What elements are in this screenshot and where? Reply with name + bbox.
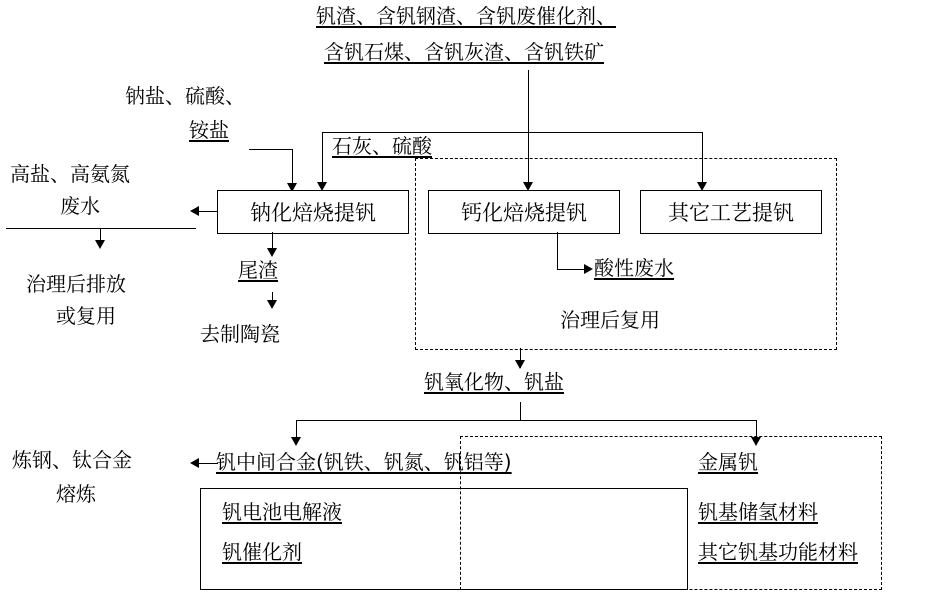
- tailings-use-label: 去制陶瓷: [200, 322, 280, 346]
- arrow-to-acid-waste: [584, 264, 593, 274]
- process-calcium-roasting-label: 钙化焙烧提钒: [461, 201, 587, 225]
- product-alloy-label: 钒中间合金(钒铁、钒氮、钒铝等): [216, 450, 512, 474]
- product-other-functional-label: 其它钒基功能材料: [698, 540, 858, 564]
- wastewater-line2: 废水: [60, 194, 100, 218]
- acid-waste-treated-label: 治理后复用: [560, 308, 660, 332]
- arrow-sodium-to-wastewater: [190, 206, 199, 216]
- connector-feedstock-down: [528, 70, 529, 132]
- arrow-to-intermediate: [515, 360, 525, 369]
- feedstock-line1: 钒渣、含钒钢渣、含钒废催化剂、: [316, 4, 616, 28]
- treated-discharge-line1: 治理后排放: [26, 272, 126, 296]
- wastewater-line1: 高盐、高氨氮: [10, 162, 130, 186]
- steelmaking-line1: 炼钢、钛合金: [12, 448, 132, 472]
- arrow-to-alloy: [291, 437, 301, 446]
- feedstock-line2: 含钒石煤、含钒灰渣、含钒铁矿: [324, 40, 604, 64]
- connector-calcium-down: [557, 232, 558, 269]
- arrow-tailings-to-ceramics: [267, 300, 277, 309]
- process-calcium-roasting[interactable]: [428, 190, 620, 234]
- steelmaking-line2: 熔炼: [56, 482, 96, 506]
- reagent-salts-line2: 铵盐: [189, 118, 229, 142]
- connector-sodium-to-wastewater: [196, 211, 217, 212]
- wastewater-underline: [6, 228, 196, 229]
- connector-products-bus: [296, 420, 756, 421]
- product-electrolyte-label: 钒电池电解液: [222, 500, 342, 524]
- acid-waste-label: 酸性废水: [594, 256, 674, 280]
- connector-distribution-bus: [322, 132, 702, 133]
- arrow-wastewater-treated: [95, 240, 105, 249]
- arrow-alloy-to-steel: [190, 458, 199, 468]
- process-sodium-roasting[interactable]: [217, 190, 409, 234]
- connector-alloy-to-steel: [196, 463, 218, 464]
- arrow-to-tailings: [267, 248, 277, 257]
- treated-discharge-line2: 或复用: [56, 304, 116, 328]
- process-other[interactable]: [640, 190, 822, 234]
- tailings-label: 尾渣: [238, 258, 278, 282]
- reagent-salts-line1: 钠盐、硫酸、: [125, 84, 245, 108]
- process-sodium-roasting-label: 钠化焙烧提钒: [250, 201, 376, 225]
- product-hydrogen-label: 钒基储氢材料: [698, 500, 818, 524]
- product-catalyst-label: 钒催化剂: [222, 540, 302, 564]
- reagent-lime-acid: 石灰、硫酸: [332, 134, 432, 158]
- intermediate-product-label: 钒氧化物、钒盐: [424, 370, 564, 394]
- connector-intermediate-down: [520, 402, 521, 420]
- process-other-label: 其它工艺提钒: [668, 201, 794, 225]
- product-metal-label: 金属钒: [698, 450, 758, 474]
- connector-leg-sodium: [322, 132, 323, 188]
- connector-reagent-h: [249, 149, 292, 150]
